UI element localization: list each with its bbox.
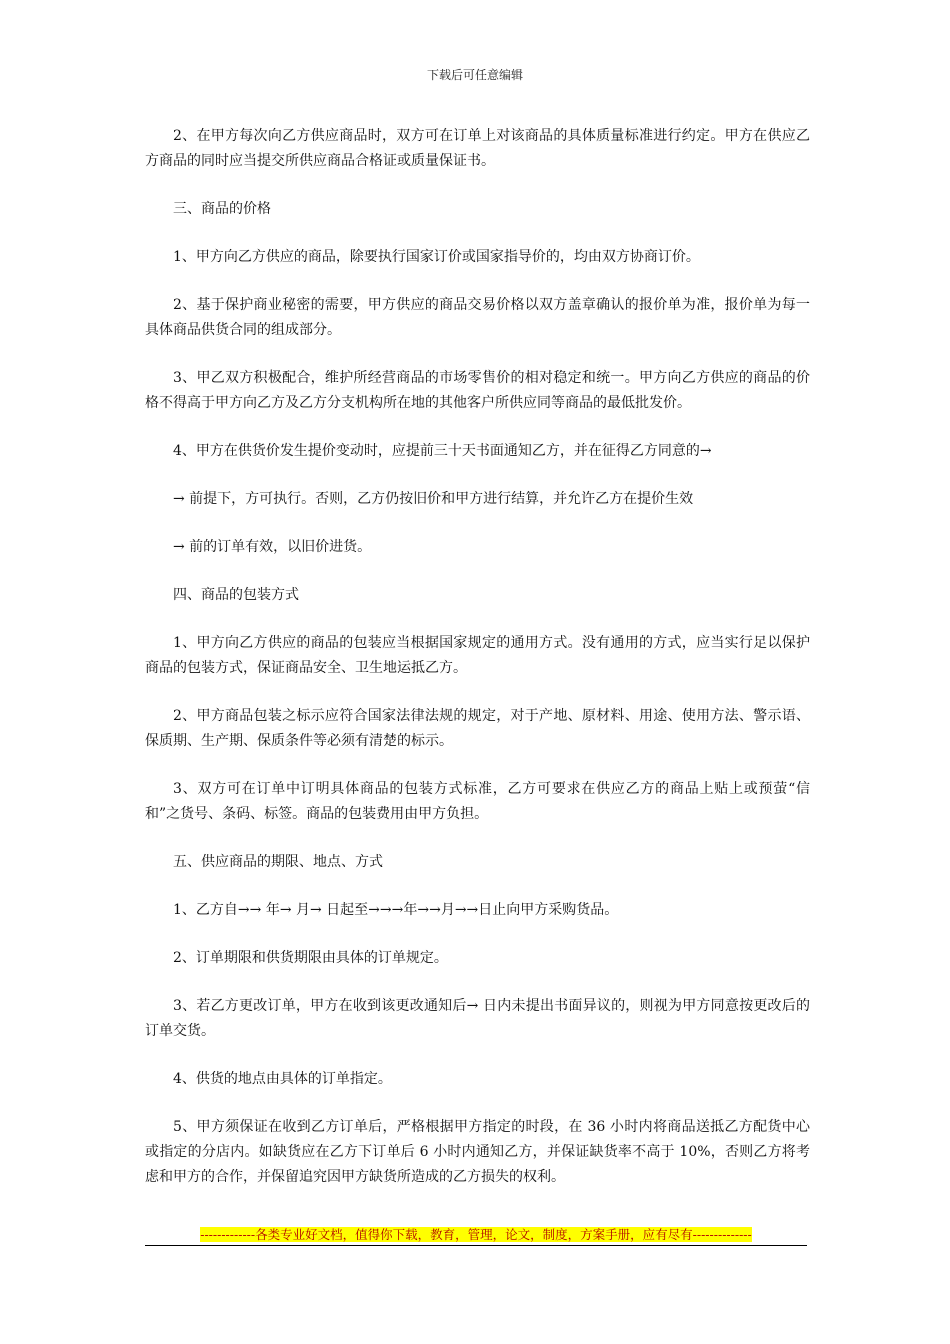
paragraph <box>145 994 810 1044</box>
section-heading <box>145 583 810 608</box>
paragraph <box>145 1115 810 1190</box>
paragraph <box>145 777 810 827</box>
paragraph-text: 2、订单期限和供货期限由具体的订单规定。 <box>173 950 448 966</box>
paragraph-text: 2、基于保护商业秘密的需要，甲方供应的商品交易价格以双方盖章确认的报价单为准，报价单为每一具体商品供货合同的组成部分。 <box>145 297 810 338</box>
paragraph <box>145 124 810 174</box>
page-header: 下载后可任意编辑 <box>426 68 523 82</box>
paragraph-text: 2、在甲方每次向乙方供应商品时，双方可在订单上对该商品的具体质量标准进行约定。甲方在供应乙方商品的同时应当提交所供应商品合格证或质量保证书。 <box>145 128 810 169</box>
section-heading <box>145 197 810 222</box>
paragraph-text: 3、双方可在订单中订明具体商品的包装方式标准，乙方可要求在供应乙方的商品上贴上或预萤“信和”之货号、条码、标签。商品的包装费用由甲方负担。 <box>145 781 810 822</box>
document-body <box>145 124 810 1213</box>
paragraph <box>145 245 810 270</box>
paragraph <box>145 487 810 512</box>
paragraph-text: 1、乙方自→→ 年→ 月→ 日起至→→→年→→月→→日止向甲方采购货品。 <box>173 902 619 918</box>
paragraph-text: 2、甲方商品包装之标示应符合国家法律法规的规定，对于产地、原材料、用途、使用方法、警示语、保质期、生产期、保质条件等必须有清楚的标示。 <box>145 708 810 749</box>
paragraph <box>145 366 810 416</box>
section-heading-text: 五、供应商品的期限、地点、方式 <box>173 854 383 870</box>
section-heading <box>145 850 810 875</box>
paragraph-text: 3、若乙方更改订单，甲方在收到该更改通知后→ 日内未提出书面异议的，则视为甲方同意按更改后的订单交货。 <box>145 998 810 1039</box>
paragraph-text: 4、供货的地点由具体的订单指定。 <box>173 1071 392 1087</box>
paragraph-text: → 前的订单有效，以旧价进货。 <box>173 539 372 555</box>
paragraph-text: → 前提下，方可执行。否则，乙方仍按旧价和甲方进行结算，并允许乙方在提价生效 <box>173 491 694 507</box>
paragraph-text: 1、甲方向乙方供应的商品的包装应当根据国家规定的通用方式。没有通用的方式，应当实行足以保护商品的包装方式，保证商品安全、卫生地运抵乙方。 <box>145 635 810 676</box>
paragraph <box>145 898 810 923</box>
paragraph-text: 4、甲方在供货价发生提价变动时，应提前三十天书面通知乙方，并在征得乙方同意的→ <box>173 443 712 459</box>
paragraph <box>145 1067 810 1092</box>
paragraph-text: 1、甲方向乙方供应的商品，除要执行国家订价或国家指导价的，均由双方协商订价。 <box>173 249 700 265</box>
section-heading-text: 四、商品的包装方式 <box>173 587 299 603</box>
paragraph <box>145 439 810 464</box>
footer-banner-text: -------------各类专业好文档，值得你下载，教育，管理，论文，制度，方案手册，应有尽有-------------- <box>200 1227 752 1242</box>
paragraph <box>145 293 810 343</box>
paragraph-text: 5、甲方须保证在收到乙方订单后，严格根据甲方指定的时段，在 36 小时内将商品送抵乙方配货中心或指定的分店内。如缺货应在乙方下订单后 6 小时内通知乙方，并保证缺货率不高于 10%，否则乙方将考虑和甲方的合作，并保留追究因甲方缺货所造成的乙方损失的权利。 <box>145 1119 810 1185</box>
page-footer <box>145 1224 807 1246</box>
paragraph <box>145 631 810 681</box>
paragraph-text: 3、甲乙双方积极配合，维护所经营商品的市场零售价的相对稳定和统一。甲方向乙方供应的商品的价格不得高于甲方向乙方及乙方分支机构所在地的其他客户所供应同等商品的最低批发价。 <box>145 370 810 411</box>
paragraph <box>145 946 810 971</box>
paragraph <box>145 704 810 754</box>
paragraph <box>145 535 810 560</box>
section-heading-text: 三、商品的价格 <box>173 201 271 217</box>
